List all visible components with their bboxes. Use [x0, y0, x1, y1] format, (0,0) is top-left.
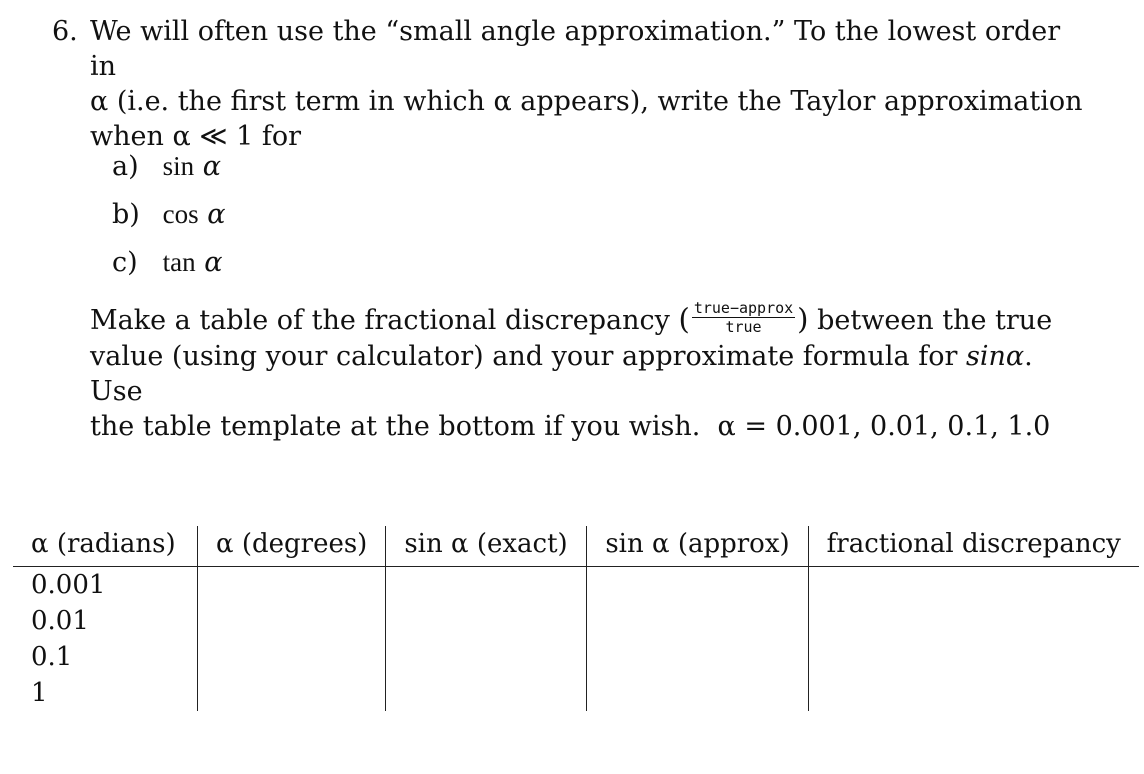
paragraph-text: between the true	[817, 305, 1053, 336]
table-cell[interactable]	[386, 603, 587, 639]
discrepancy-table	[13, 526, 1139, 711]
instruction-paragraph	[90, 299, 1090, 444]
table-cell[interactable]	[386, 567, 587, 604]
paragraph-text: . Use	[90, 341, 1033, 407]
table-cell[interactable]	[587, 567, 808, 604]
alpha-symbol: α	[207, 199, 226, 230]
subpart-b	[112, 194, 225, 242]
intro-line-1: We will often use the “small angle approximation.” To the lowest order in	[90, 16, 1061, 82]
column-header-discrepancy: fractional discrepancy	[808, 526, 1139, 567]
paragraph-text: Make a table of the fractional discrepancy	[90, 305, 670, 336]
discrepancy-fraction	[692, 300, 795, 335]
table-cell[interactable]	[198, 567, 386, 604]
paragraph-line-1: Make a table of the fractional discrepancy ( $\frac{\text{true−approx}}{\text{true}}$ ) between the true	[90, 299, 1053, 336]
paragraph-line-3	[90, 409, 1090, 444]
table-header-row	[13, 526, 1139, 567]
paragraph-text: the table template at the bottom if you wish.	[90, 411, 701, 442]
table-cell[interactable]	[386, 639, 587, 675]
table-cell: 1	[31, 678, 48, 708]
table-cell[interactable]	[587, 603, 808, 639]
table-cell: 0.001	[31, 570, 106, 600]
function-name: cos	[162, 199, 199, 229]
table-cell[interactable]	[198, 639, 386, 675]
fraction-numerator: true−approx	[693, 299, 794, 317]
table-row	[13, 675, 1139, 711]
table-cell: 0.01	[31, 606, 89, 636]
table-row	[13, 603, 1139, 639]
subpart-label: a)	[112, 151, 139, 182]
table-cell[interactable]	[587, 639, 808, 675]
paragraph-text: value (using your calculator) and your approximate formula for	[90, 341, 958, 372]
table-row	[13, 639, 1139, 675]
column-header-approx: sin α (approx)	[587, 526, 808, 567]
table-cell[interactable]	[808, 603, 1139, 639]
column-header-degrees: α (degrees)	[198, 526, 386, 567]
alpha-symbol: α	[204, 247, 223, 278]
table-cell[interactable]	[587, 675, 808, 711]
table-cell[interactable]	[808, 567, 1139, 604]
alpha-values: α = 0.001, 0.01, 0.1, 1.0	[717, 411, 1051, 442]
column-header-radians: α (radians)	[13, 526, 198, 567]
problem-statement	[52, 14, 1112, 154]
problem-intro	[90, 14, 1090, 154]
table-row	[13, 567, 1139, 604]
intro-line-2: α (i.e. the first term in which α appears), write the Taylor approximation	[90, 86, 1083, 117]
function-name: sin	[162, 151, 195, 181]
subpart-label: c)	[112, 247, 138, 278]
subpart-c	[112, 242, 225, 290]
fraction-denominator: true	[725, 318, 762, 336]
function-name: tan	[162, 247, 196, 277]
intro-line-3: when α ≪ 1 for	[90, 121, 302, 152]
table-cell[interactable]	[386, 675, 587, 711]
problem-number: 6.	[52, 16, 78, 47]
table-cell[interactable]	[808, 639, 1139, 675]
table-cell[interactable]	[808, 675, 1139, 711]
emphasized-formula: sinα	[965, 341, 1025, 372]
table-cell[interactable]	[198, 675, 386, 711]
column-header-exact: sin α (exact)	[386, 526, 587, 567]
paragraph-line-2	[90, 339, 1090, 409]
table-cell[interactable]	[198, 603, 386, 639]
alpha-symbol: α	[202, 151, 221, 182]
subpart-list	[112, 146, 225, 290]
subpart-label: b)	[112, 199, 140, 230]
subpart-a	[112, 146, 225, 194]
table-cell: 0.1	[31, 642, 73, 672]
